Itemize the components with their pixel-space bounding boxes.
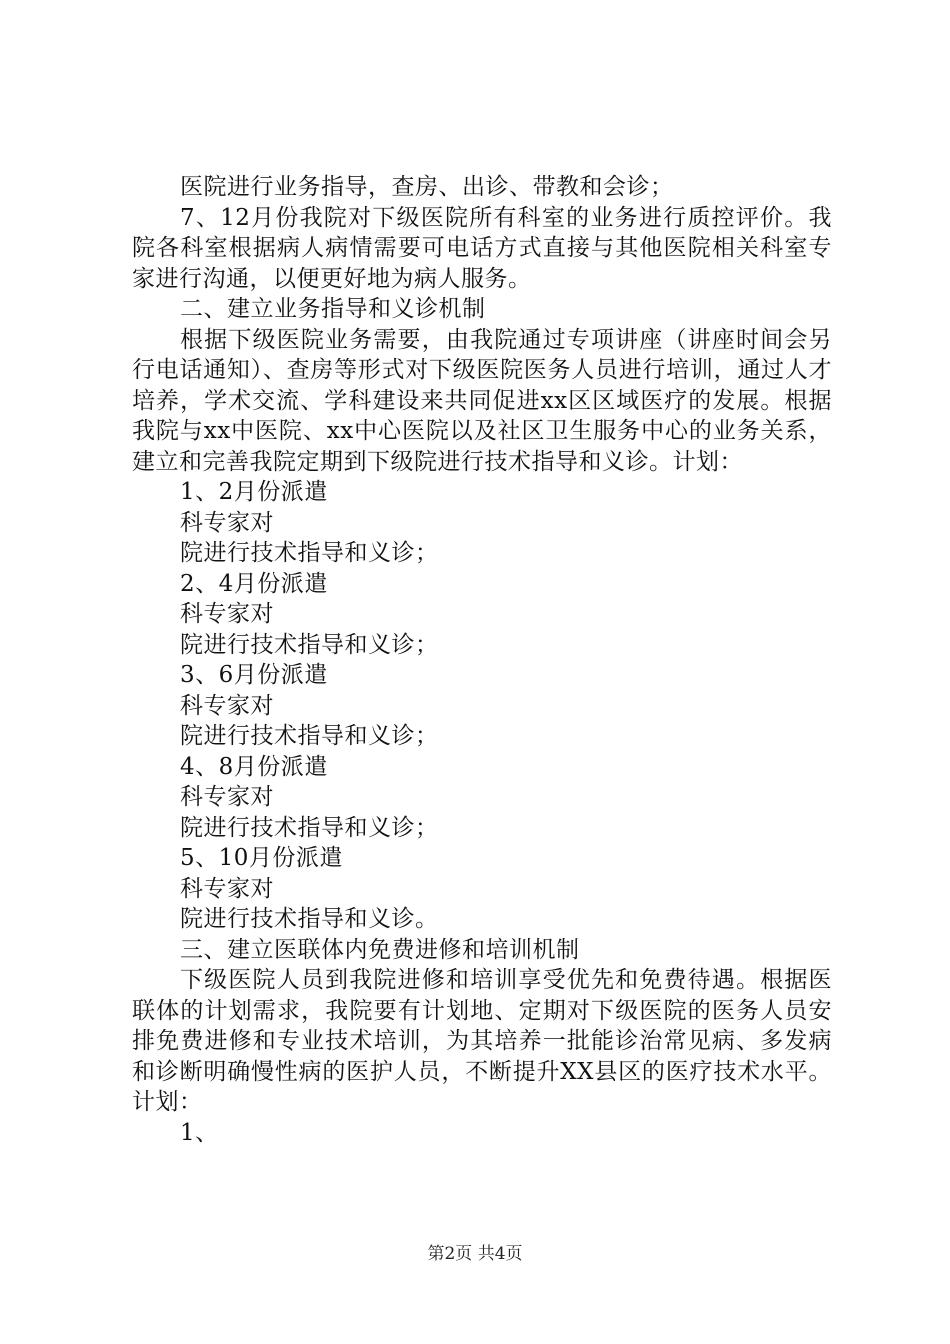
section-heading-3: 三、建立医联体内免费进修和培训机制 <box>180 936 580 963</box>
plan-item-2-line-1: 2、4月份派遣 <box>180 570 328 597</box>
plan-item-4-line-1: 4、8月份派遣 <box>180 753 328 780</box>
plan-item-5-line-3: 院进行技术指导和义诊。 <box>180 906 439 932</box>
plan-item-1-line-1: 1、2月份派遣 <box>180 479 328 505</box>
plan-item-5-line-2: 科专家对 <box>180 875 274 902</box>
plan-item-2-line-2: 科专家对 <box>180 601 274 627</box>
page-number-label: 第2页 共4页 <box>427 1244 523 1264</box>
document-body <box>132 172 832 1148</box>
paragraph-22: 1、 <box>180 1119 219 1146</box>
plan-item-1-line-3: 院进行技术指导和义诊； <box>180 540 439 566</box>
plan-item-1-line-2: 科专家对 <box>180 509 274 536</box>
plan-item-4-line-2: 科专家对 <box>180 784 274 810</box>
plan-item-2-line-3: 院进行技术指导和义诊； <box>180 631 439 658</box>
plan-item-3-line-1: 3、6月份派遣 <box>180 662 328 688</box>
plan-item-3-line-2: 科专家对 <box>180 692 274 719</box>
section-heading-2: 二、建立业务指导和义诊机制 <box>180 296 486 322</box>
paragraph-21: 下级医院人员到我院进修和培训享受优先和免费待遇。根据医联体的计划需求，我院要有计划地、定期对下级医院的医务人员安排免费进修和专业技术培训，为其培养一批能诊治常见病、多发病和诊断明确慢性病的医护人员，不断提升XX县区的医疗技术水平。计划： <box>132 967 832 1115</box>
plan-item-5-line-1: 5、10月份派遣 <box>180 845 343 871</box>
paragraph-4: 根据下级医院业务需要，由我院通过专项讲座（讲座时间会另行电话通知）、查房等形式对下级医院医务人员进行培训，通过人才培养，学术交流、学科建设来共同促进xx区区域医疗的发展。根据我院与xx中医院、xx中心医院以及社区卫生服务中心的业务关系，建立和完善我院定期到下级院进行技术指导和义诊。计划： <box>132 326 832 475</box>
plan-item-4-line-3: 院进行技术指导和义诊； <box>180 814 439 841</box>
plan-item-3-line-3: 院进行技术指导和义诊； <box>180 723 439 749</box>
paragraph-2: 7、12月份我院对下级医院所有科室的业务进行质控评价。我院各科室根据病人病情需要可电话方式直接与其他医院相关科室专家进行沟通，以便更好地为病人服务。 <box>132 204 832 292</box>
paragraph-1: 医院进行业务指导，查房、出诊、带教和会诊； <box>180 174 674 200</box>
page-footer <box>0 1242 950 1266</box>
